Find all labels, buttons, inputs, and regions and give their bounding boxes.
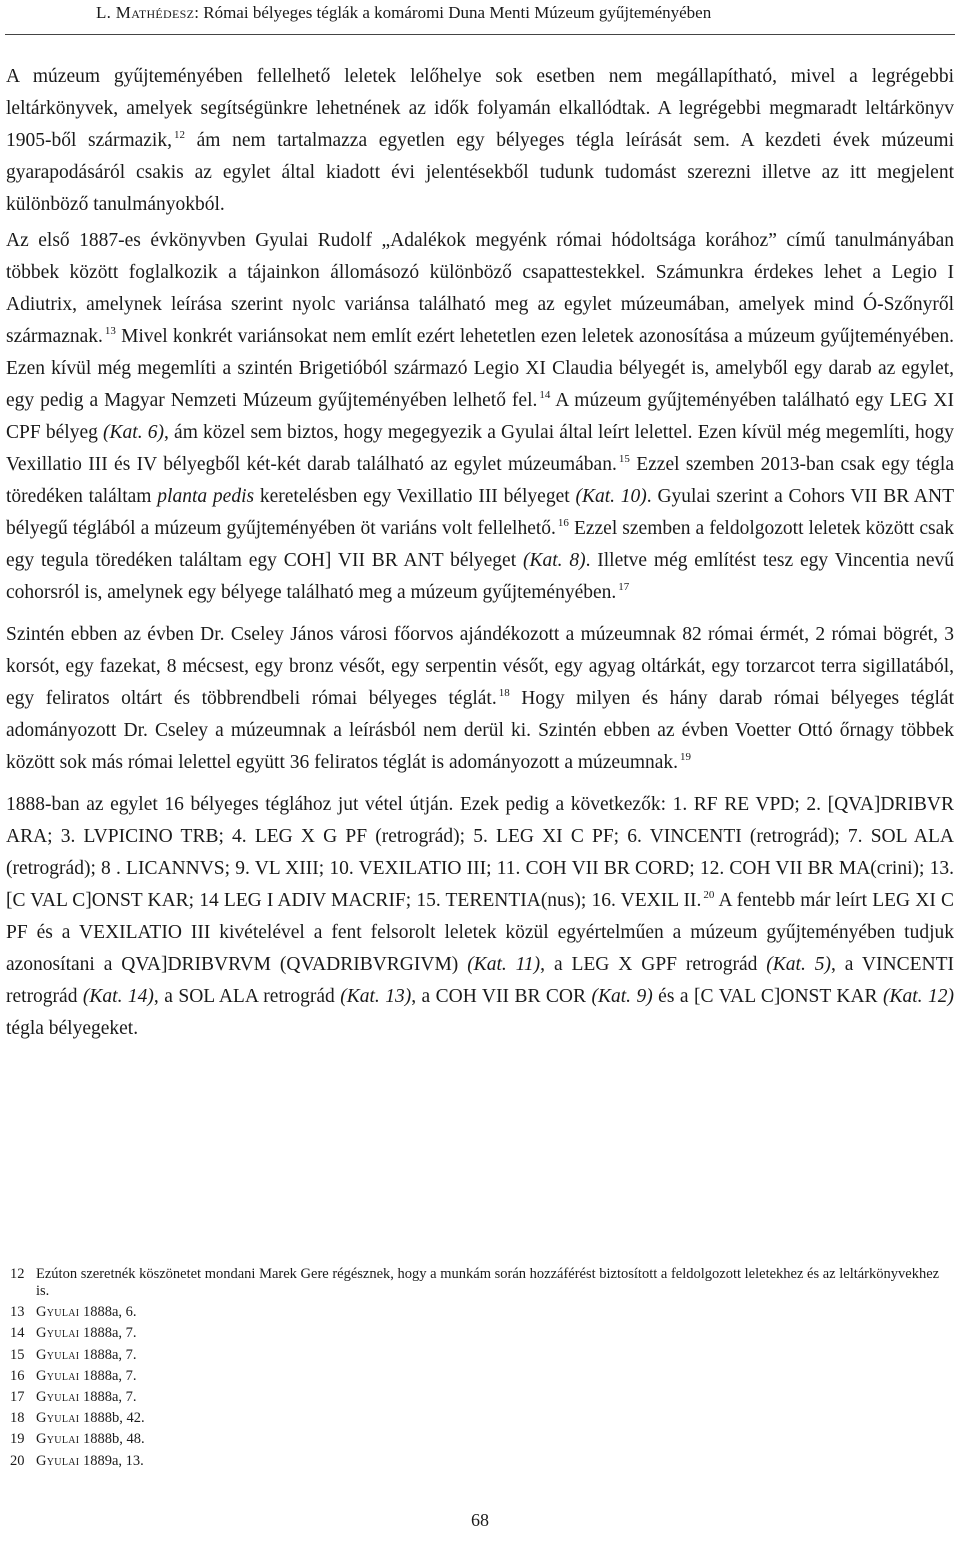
small-caps-name: Gyulai	[36, 1325, 80, 1342]
paragraph	[6, 789, 954, 1045]
small-caps-name: Gyulai	[36, 1388, 80, 1405]
header-author: L. Mathédesz	[96, 3, 195, 22]
text-run: 1888a, 7.	[79, 1325, 137, 1342]
text-run: . Illetve még említést tesz egy Vincentia nevű cohorsról is, amelynek egy bélyege található meg a múzeum gyűjteményében.	[6, 550, 954, 603]
header-title: Római bélyeges téglák a komáromi Duna Menti Múzeum gyűjteményében	[203, 3, 712, 22]
footnote-text	[36, 1347, 954, 1364]
text-run: , a COH VII BR COR	[411, 986, 592, 1007]
text-run: , ám közel sem biztos, hogy megegyezik a Gyulai által leírt lelettel. Ezen kívül még megemlíti, hogy Vexillatio III és IV bélyegből két-két darab található az egylet múzeumában.	[6, 422, 954, 475]
italic-text: (Kat. 13)	[340, 986, 412, 1007]
text-run: A múzeum gyűjteményében fellelhető leletek lelőhelye sok esetben nem megállapítható, mivel a legrégebbi leltárkönyvek, amelyek segítségünkre lehetnének az idők folyamán elkallódtak. A legrégebbi megmaradt leltárkönyv 1905-ből származik,	[6, 66, 954, 151]
text-run: Szintén ebben az évben Dr. Cseley János városi főorvos ajándékozott a múzeumnak 82 római érmét, 2 római bögrét, 3 korsót, egy fazekat, 8 mécsest, egy bronz vésőt, egy serpentin vésőt, egy agyag oltárkát, egy torzarcot terra sigillatából, egy feliratos oltárt és többrendbeli római bélyeges téglát.	[6, 624, 954, 709]
footnote-text	[36, 1453, 954, 1470]
text-run: A fentebb már leírt LEG XI C PF és a VEXILATIO III kivételével a fent felsorolt leletek közül egyértelműen a múzeum gyűjteményében tudjuk azonosítani a QVA]DRIBVRVM (QVADRIBVRGIVM)	[6, 890, 955, 975]
text-run: 1888b, 42.	[79, 1410, 145, 1427]
footnote-ref: 20	[703, 889, 715, 901]
footnote-number: 17	[10, 1388, 25, 1405]
footnote	[10, 1325, 954, 1342]
paragraph	[6, 225, 954, 609]
footnote-text	[36, 1431, 954, 1448]
footnote-ref: 17	[618, 581, 630, 593]
footnote	[10, 1431, 954, 1448]
italic-text: (Kat. 10)	[575, 486, 647, 507]
text-run: 1888b, 48.	[79, 1431, 145, 1448]
footnote-number: 18	[10, 1410, 25, 1427]
footnote-ref: 13	[104, 325, 116, 337]
footnote-ref: 16	[557, 517, 569, 529]
footnote	[10, 1368, 954, 1385]
footnote-text	[36, 1389, 954, 1406]
footnote-ref: 15	[618, 453, 630, 465]
text-run: 1888a, 7.	[79, 1367, 137, 1384]
text-run: 1889a, 13.	[79, 1452, 144, 1469]
footnote-ref: 14	[539, 389, 551, 401]
text-run: tégla bélyegeket.	[6, 1018, 139, 1039]
footnote-ref: 18	[498, 687, 510, 699]
footnote-text	[36, 1266, 954, 1300]
footnote-number: 20	[10, 1452, 25, 1469]
text-run: Mivel konkrét variánsokat nem említ ezért lehetetlen ezen leletek azonosítása a múzeum gyűjteményében. Ezen kívül még megemlíti a szintén Brigetióból származó Legio XI Claudia bélyegét is, amelyből egy darab az egylet, egy pedig a Magyar Nemzeti Múzeum gyűjteményében lelhető fel.	[6, 326, 954, 411]
footnote-ref: 19	[680, 751, 692, 763]
text-run: 1888-ban az egylet 16 bélyeges téglához jut vétel útján. Ezek pedig a következők: 1. RF RE VPD; 2. [QVA]DRIBVR ARA; 3. LVPICINO TRB; 4. LEG X G PF (retrográd); 5. LEG XI C PF; 6. VINCENTI (retrográd); 7. SOL ALA (retrográd); 8 . LICANNVS; 9. VL XIII; 10. VEXILATIO III; 11. COH VII BR CORD; 12. COH VII BR MA(crini); 13. [C VAL C]ONST KAR; 14 LEG I ADIV MACRIF; 15. TERENTIA(nus); 16. VEXIL II.	[6, 794, 954, 911]
text-run: A múzeum gyűjteményében található egy LEG XI CPF bélyeg	[6, 390, 954, 443]
small-caps-name: Gyulai	[36, 1452, 80, 1469]
text-run: , a LEG X GPF retrográd	[540, 954, 767, 975]
footnote	[10, 1347, 954, 1364]
text-run: 1888a, 7.	[79, 1388, 137, 1405]
text-run: Hogy milyen és hány darab római bélyeges téglát adományozott Dr. Cseley a múzeumnak a leírásból nem derül ki. Szintén ebben az évben Voetter Ottó őrnagy többek között sok más római lelettel együtt 36 feliratos téglát is adományozott a múzeumnak.	[6, 688, 955, 773]
text-run: 1888a, 6.	[79, 1304, 137, 1321]
text-run: Ezzel szemben 2013-ban csak egy tégla töredéken találtam	[6, 454, 954, 507]
italic-text: (Kat. 11)	[467, 954, 541, 975]
italic-text: (Kat. 5)	[766, 954, 831, 975]
page-number: 68	[471, 1510, 489, 1530]
small-caps-name: Gyulai	[36, 1431, 80, 1448]
text-run: és a [C VAL C]ONST KAR	[652, 986, 884, 1007]
text-run: ám nem tartalmazza egyetlen egy bélyeges tégla leírását sem. A kezdeti évek múzeumi gyarapodásáról csakis az egylet által kiadott évi jelentésekből tudunk tudomást szerezni illetve az itt megjelent különböző tanulmányokból.	[6, 130, 954, 215]
footnote	[10, 1266, 954, 1300]
small-caps-name: Gyulai	[36, 1367, 80, 1384]
header-rule	[5, 34, 955, 35]
footnote-number: 16	[10, 1367, 25, 1384]
text-run: Ezúton szeretnék köszönetet mondani Marek Gere régésznek, hogy a munkám során hozzáférést biztosított a feldolgozott leletekhez és az leltárkönyvekhez is.	[36, 1266, 940, 1299]
footnote-text	[36, 1410, 954, 1427]
text-run: keretelésben egy Vexillatio III bélyeget	[254, 486, 576, 507]
italic-text: (Kat. 6)	[103, 422, 164, 443]
italic-text: (Kat. 12)	[883, 986, 955, 1007]
italic-text: (Kat. 8)	[522, 550, 586, 571]
footnote-number: 19	[10, 1431, 25, 1448]
text-run: Ezzel szemben a feldolgozott leletek között csak egy tegula töredéken találtam egy COH] VII BR ANT bélyeget	[6, 518, 954, 571]
footnote-text	[36, 1304, 954, 1321]
italic-text: planta pedis	[157, 486, 255, 507]
footnotes	[10, 1266, 954, 1474]
footnote	[10, 1410, 954, 1427]
footnote	[10, 1453, 954, 1470]
text-run: , a VINCENTI retrográd	[6, 954, 954, 1007]
footnote	[10, 1389, 954, 1406]
footnote-text	[36, 1325, 954, 1342]
footnote-ref: 12	[173, 129, 185, 141]
text-run: Az első 1887-es évkönyvben Gyulai Rudolf „Adalékok megyénk római hódoltsága korához” című tanulmányában többek között foglalkozik a tájainkon állomásozó különböző csapattestekkel. Számunkra érdekes lehet a Legio I Adiutrix, amelynek leírása szerint nyolc variánsa található meg az egylet múzeumában, amelyek mind Ó-Szőnyről származnak.	[6, 230, 954, 347]
header-separator: :	[194, 3, 199, 22]
italic-text: (Kat. 14)	[82, 986, 154, 1007]
small-caps-name: Gyulai	[36, 1410, 80, 1427]
footnote-number: 12	[10, 1266, 25, 1282]
text-run: , a SOL ALA retrográd	[153, 986, 341, 1007]
text-run: . Gyulai szerint a Cohors VII BR ANT bélyegű téglából a múzeum gyűjteményében öt variáns volt fellelhető.	[6, 486, 955, 539]
body-text	[6, 61, 954, 1055]
text-run: 1888a, 7.	[79, 1346, 137, 1363]
footnote-number: 14	[10, 1325, 25, 1342]
paragraph	[6, 619, 954, 779]
running-header	[96, 2, 956, 24]
footnote-text	[36, 1368, 954, 1385]
italic-text: (Kat. 9)	[591, 986, 653, 1007]
footnote	[10, 1304, 954, 1321]
footnote-number: 13	[10, 1304, 25, 1321]
paragraph	[6, 61, 954, 221]
small-caps-name: Gyulai	[36, 1304, 80, 1321]
small-caps-name: Gyulai	[36, 1346, 80, 1363]
footnote-number: 15	[10, 1346, 25, 1363]
